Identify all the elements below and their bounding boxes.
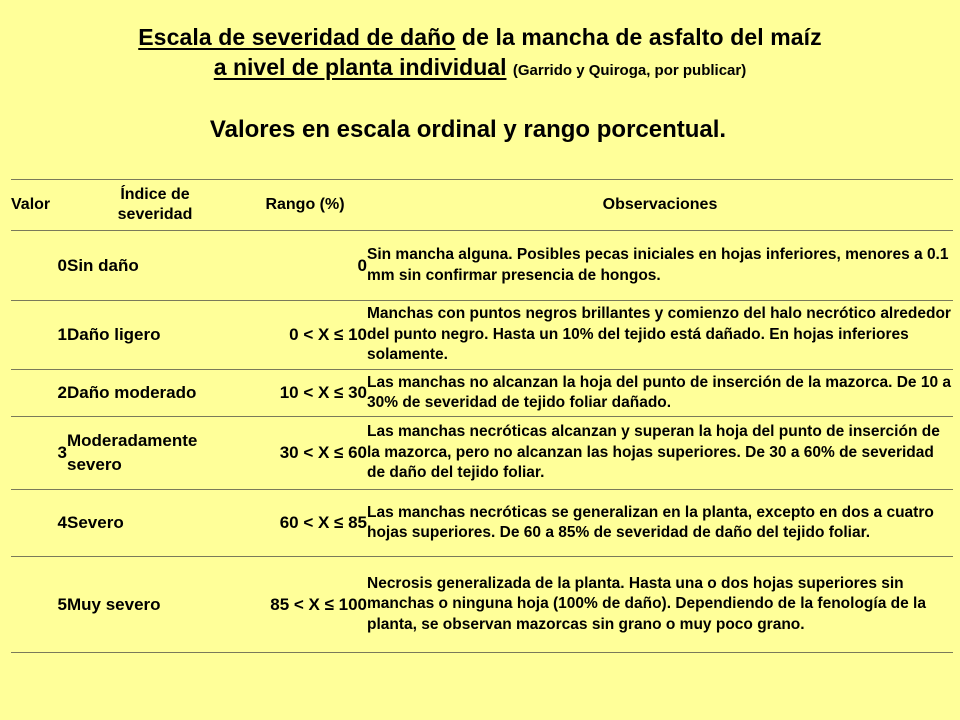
header-observaciones: Observaciones [602, 196, 718, 213]
cell-indice: Moderadamente severo [67, 431, 198, 474]
cell-observaciones: Las manchas no alcanzan la hoja del punto de inserción de la mazorca. De 10 a 30% de severidad de tejido foliar dañado. [367, 373, 952, 411]
cell-rango: 0 [357, 255, 367, 275]
cell-indice: Daño moderado [67, 383, 197, 402]
cell-valor: 3 [57, 443, 67, 462]
table-row [11, 490, 953, 557]
title-line-1 [0, 22, 960, 52]
cell-rango: 30 < X ≤ 60 [279, 443, 367, 462]
table-header-row [11, 180, 953, 231]
title-line-2 [0, 52, 960, 86]
title-underlined-part: Escala de severidad de daño [138, 24, 456, 50]
cell-observaciones: Sin mancha alguna. Posibles pecas iniciales en hojas inferiores, menores a 0.1 mm sin confirmar presencia de hongos. [367, 246, 949, 284]
title-citation: (Garrido y Quiroga, por publicar) [512, 62, 747, 79]
header-indice [67, 180, 243, 231]
title-line2-underlined: a nivel de planta individual [213, 54, 507, 80]
header-rango: Rango (%) [265, 196, 345, 213]
cell-indice: Muy severo [67, 594, 161, 614]
cell-observaciones: Las manchas necróticas se generalizan en la planta, excepto en dos a cuatro hojas superiores. De 60 a 85% de severidad de daño del tejido foliar. [367, 503, 934, 541]
cell-rango: 10 < X ≤ 30 [279, 383, 367, 402]
cell-valor: 1 [57, 325, 67, 344]
cell-rango: 0 < X ≤ 10 [289, 325, 367, 344]
cell-valor: 4 [57, 513, 67, 532]
header-indice-line1: Índice de [120, 186, 190, 203]
table-row [11, 417, 953, 490]
cell-observaciones: Las manchas necróticas alcanzan y superan la hoja del punto de inserción de la mazorca, pero no alcanzan las hojas superiores. De 30 a 60% de severidad de daño del tejido foliar. [367, 423, 940, 482]
header-indice-line2: severidad [117, 206, 193, 223]
table-row [11, 370, 953, 417]
table-row [11, 557, 953, 653]
table-row [11, 301, 953, 370]
table-row [11, 231, 953, 301]
cell-indice: Daño ligero [67, 325, 161, 344]
cell-valor: 2 [57, 383, 67, 402]
header-valor: Valor [11, 196, 51, 213]
title-rest: de la mancha de asfalto del maíz [461, 24, 822, 50]
document-title [0, 22, 960, 86]
cell-indice: Sin daño [67, 255, 139, 275]
subtitle: Valores en escala ordinal y rango porcentual. [209, 116, 727, 143]
cell-indice: Severo [67, 513, 124, 532]
cell-valor: 0 [57, 255, 67, 275]
cell-observaciones: Manchas con puntos negros brillantes y comienzo del halo necrótico alrededor del punto negro. Hasta un 10% del tejido está dañado. En hojas inferiores solamente. [367, 305, 951, 364]
cell-rango: 60 < X ≤ 85 [279, 513, 367, 532]
severity-table [11, 179, 953, 653]
cell-observaciones: Necrosis generalizada de la planta. Hasta una o dos hojas superiores sin manchas o ninguna hoja (100% de daño). Dependiendo de la fenología de la planta, se observan mazorcas sin grano o muy poco grano. [367, 574, 926, 633]
cell-rango: 85 < X ≤ 100 [270, 594, 367, 614]
cell-valor: 5 [57, 594, 67, 614]
